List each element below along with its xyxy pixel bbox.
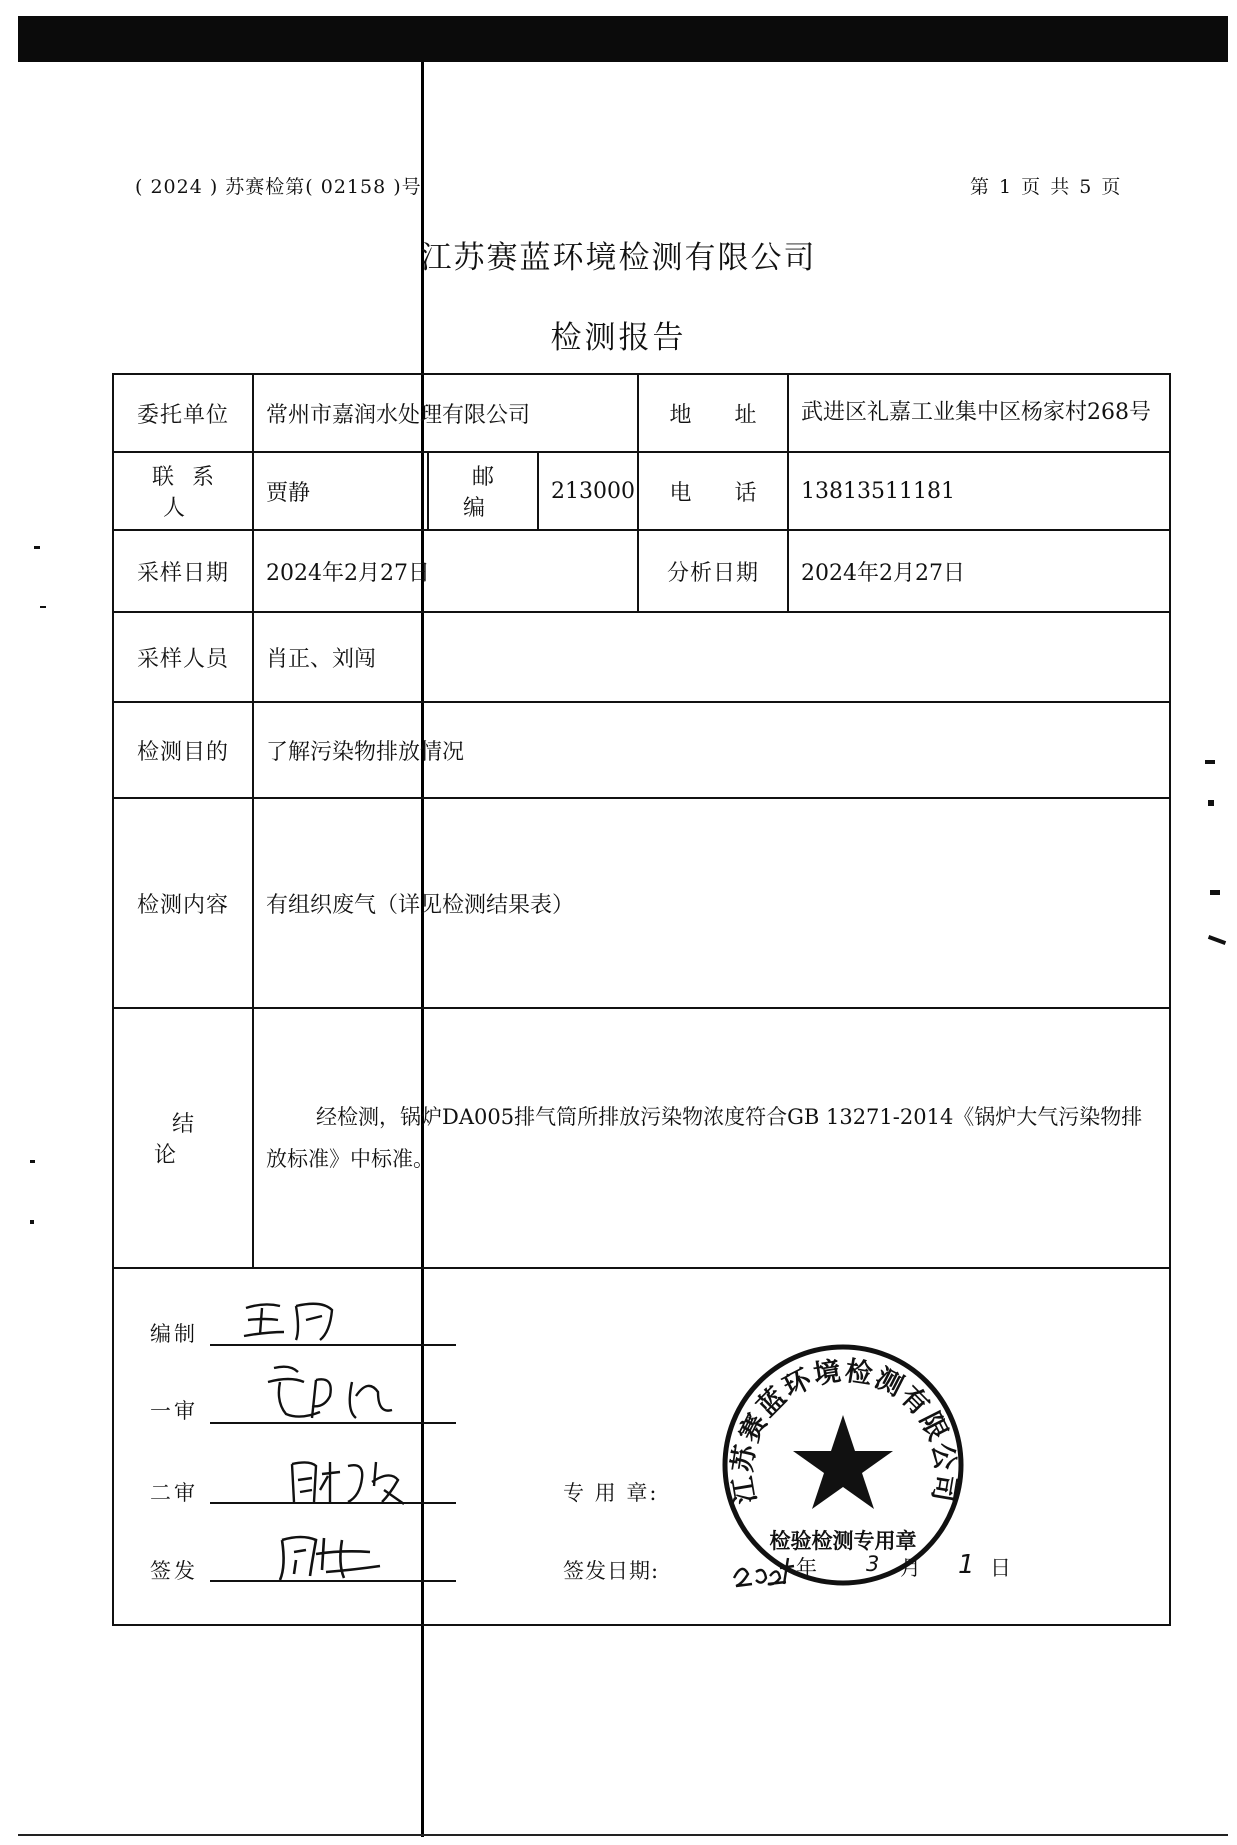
analysis-date-value: 2024年2月27日 [788, 530, 1170, 612]
scan-edge-mark [1208, 800, 1214, 806]
conclusion-label: 结 论 [113, 1008, 253, 1268]
address-value: 武进区礼嘉工业集中区杨家村268号 [788, 374, 1170, 452]
scan-top-bar [18, 16, 1228, 62]
scan-edge-mark [1208, 935, 1226, 945]
report-table [112, 373, 1171, 1626]
issue-date-month: 3 [866, 1552, 880, 1576]
contact-value: 贾静 [253, 452, 428, 530]
scan-speck [30, 1160, 35, 1163]
sampling-date-label: 采样日期 [113, 530, 253, 612]
sampler-label: 采样人员 [113, 612, 253, 702]
issue-signature [272, 1530, 392, 1586]
seal-label: 专 用 章: [563, 1481, 659, 1505]
client-value: 常州市嘉润水处理有限公司 [253, 374, 638, 452]
purpose-value: 了解污染物排放情况 [253, 702, 1170, 798]
scan-speck [30, 1220, 34, 1224]
seal-bottom-text: 检验检测专用章 [769, 1529, 917, 1553]
sampling-date-value: 2024年2月27日 [253, 530, 638, 612]
issue-date-month-suffix: 月 [900, 1556, 921, 1580]
scan-speck [34, 546, 40, 549]
second-review-label: 二审 [150, 1481, 198, 1505]
page-info: 第 1 页 共 5 页 [970, 176, 1123, 198]
scan-speck [40, 606, 46, 608]
issue-date-day: 1 [958, 1550, 975, 1580]
phone-value: 13813511181 [788, 452, 1170, 530]
issue-date-year-suffix: 年 [796, 1556, 817, 1580]
official-seal-stamp [718, 1340, 968, 1590]
first-review-label: 一审 [150, 1399, 198, 1423]
compile-signature [240, 1296, 350, 1344]
company-name: 江苏赛蓝环境检测有限公司 [420, 240, 817, 276]
report-number: ( 2024 ) 苏赛检第( 02158 )号 [135, 176, 422, 198]
first-review-signature [260, 1362, 410, 1424]
phone-label: 电 话 [638, 452, 788, 530]
content-value: 有组织废气（详见检测结果表） [253, 798, 1170, 1008]
address-label: 地 址 [638, 374, 788, 452]
issue-label: 签发 [150, 1559, 198, 1583]
compile-sign-line [210, 1344, 456, 1346]
postcode-label: 邮 编 [428, 452, 538, 530]
purpose-label: 检测目的 [113, 702, 253, 798]
contact-label: 联系人 [113, 452, 253, 530]
sampler-value: 肖正、刘闯 [253, 612, 1170, 702]
content-label: 检测内容 [113, 798, 253, 1008]
postcode-value: 213000 [538, 452, 638, 530]
client-label: 委托单位 [113, 374, 253, 452]
issue-date-day-suffix: 日 [990, 1556, 1011, 1580]
scan-edge-mark [1205, 760, 1215, 764]
issue-date-label: 签发日期: [563, 1559, 660, 1583]
scan-edge-mark [1210, 890, 1220, 895]
analysis-date-label: 分析日期 [638, 530, 788, 612]
report-title: 检测报告 [550, 320, 687, 356]
scan-bottom-line [18, 1834, 1228, 1836]
compile-label: 编制 [150, 1322, 198, 1346]
second-review-signature [286, 1456, 416, 1508]
seal-ring-text: 江苏赛蓝环境检测有限公司 [727, 1355, 961, 1506]
conclusion-value: 经检测，锅炉DA005排气筒所排放污染物浓度符合GB 13271-2014《锅炉大气污染物排放标准》中标准。 [253, 1008, 1170, 1268]
